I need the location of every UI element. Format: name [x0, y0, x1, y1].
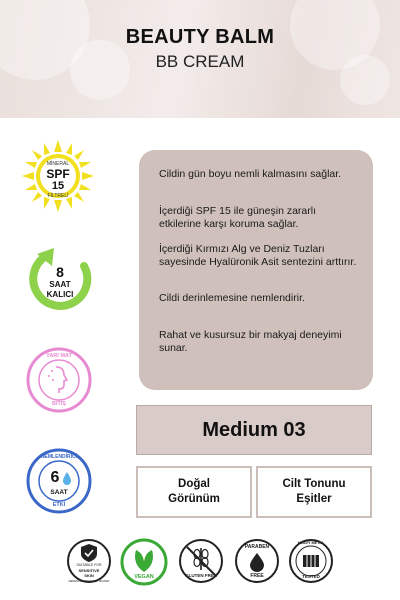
vegan-icon [120, 538, 168, 586]
spf-filter-label: FİLTRELİ [47, 193, 69, 199]
shade-label: Medium 03 [136, 405, 372, 455]
benefit-text: İçerdiği SPF 15 ile güneşin zararlı etkilerine karşı koruma sağlar. [159, 205, 316, 230]
cert-text: SKIN [84, 573, 94, 578]
cert-text: SENSITIVE [78, 568, 100, 573]
paraben-top-label: PARABEN [244, 544, 270, 550]
benefit-text: İçerdiği Kırmızı Alg ve Deniz Tuzları sayesinde Hyalüronik Asit sentezini arttırır. [159, 243, 357, 268]
moisture-top-label: NEMLENDİRİCİ [40, 454, 78, 460]
paraben-bottom-label: FREE [250, 573, 264, 579]
feature-line: Görünüm [168, 493, 220, 505]
spf-value: 15 [51, 180, 65, 192]
paraben-free-icon [234, 538, 280, 584]
cert-ring-text: DERMATOLOGICALLY TESTED [68, 579, 110, 583]
moisturizing-badge [26, 448, 92, 514]
benefit-text: Cildin gün boyu nemli kalmasını sağlar. [159, 168, 342, 180]
lasting-hours-number: 8 [56, 264, 64, 280]
spf-label: SPF [46, 167, 70, 181]
feature-evens-skin-tone [256, 466, 372, 518]
matte-top-label: YARI MAT [46, 353, 72, 359]
product-subtitle: BB CREAM [155, 52, 245, 71]
matte-finish-badge [26, 347, 92, 413]
lasting-badge [24, 244, 96, 316]
heavy-metal-tested-icon [288, 538, 334, 584]
lasting-hours-unit: SAAT [49, 280, 71, 289]
dermatologically-tested-icon [66, 538, 112, 584]
moisture-hours-unit: SAAT [50, 489, 68, 496]
feature-line: Doğal [178, 478, 210, 490]
benefits-panel [139, 150, 373, 390]
moisture-bottom-label: ETKİ [52, 502, 66, 508]
heavy-metal-top-label: HEAVY METAL [297, 541, 325, 545]
spf-badge [22, 140, 94, 212]
benefit-text: Rahat ve kusursuz bir makyaj deneyimi sunar. [159, 329, 342, 354]
matte-bottom-label: BİTİŞ [51, 401, 67, 407]
product-title: BEAUTY BALM [125, 26, 275, 48]
moisture-hours-number: 6 [50, 469, 60, 486]
gluten-free-icon [178, 538, 224, 584]
benefit-text: Cildi derinlemesine nemlendirir. [159, 292, 305, 304]
heavy-metal-bottom-label: TESTED [302, 574, 320, 579]
vegan-label: VEGAN [134, 574, 154, 580]
feature-natural-look [136, 466, 252, 518]
cert-text: SUITABLE FOR [76, 563, 102, 567]
header-banner [0, 0, 400, 118]
feature-line: Eşitler [296, 493, 332, 505]
lasting-label: KALICI [46, 290, 74, 299]
spf-mineral-label: MİNERAL [46, 161, 70, 167]
feature-line: Cilt Tonunu [282, 478, 346, 490]
gluten-free-label: GLUTEN FREE [185, 573, 217, 578]
